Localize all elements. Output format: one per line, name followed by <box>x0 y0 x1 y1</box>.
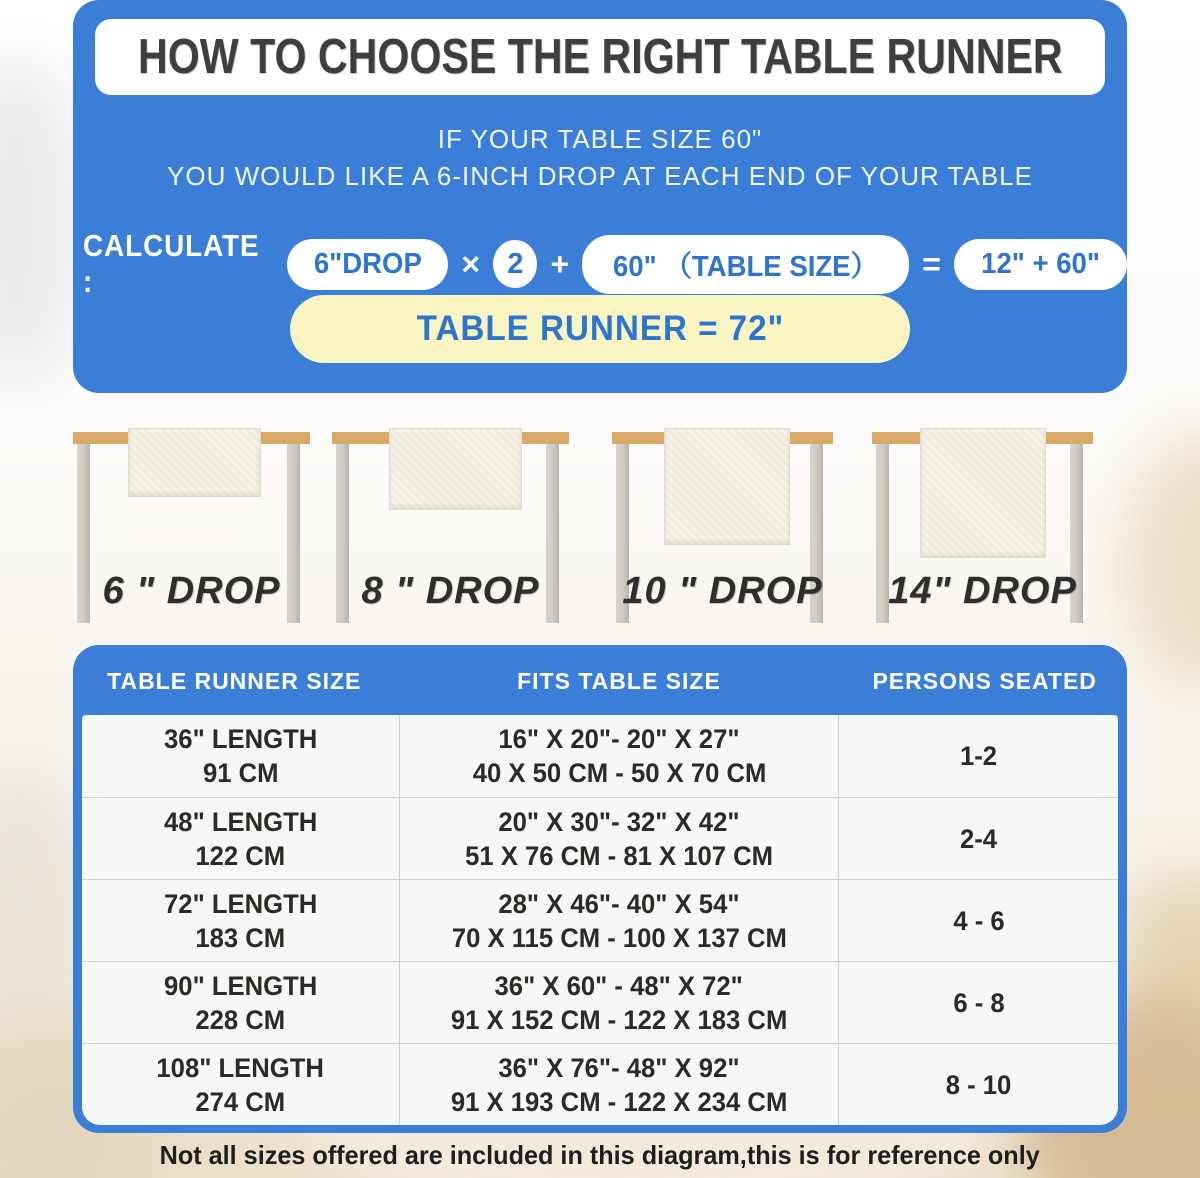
drop-label: 6 " DROP <box>102 570 281 612</box>
page-title: HOW TO CHOOSE THE RIGHT TABLE RUNNER <box>137 30 1063 84</box>
calculate-label: CALCULATE : <box>83 228 260 299</box>
plus-sign: + <box>550 245 570 282</box>
column-header-fits-table: FITS TABLE SIZE <box>517 667 721 694</box>
equals-sign: = <box>922 245 941 282</box>
runner-drape <box>664 428 790 545</box>
table-row: 108" LENGTH 274 CM <box>82 1043 399 1125</box>
table-figure-14-drop <box>872 420 1093 640</box>
drop-label: 10 " DROP <box>622 570 823 612</box>
column-header-runner-size: TABLE RUNNER SIZE <box>107 667 362 694</box>
drop-label: 14" DROP <box>888 570 1077 612</box>
table-row: 72" LENGTH 183 CM <box>82 879 399 961</box>
drop-label: 8 " DROP <box>361 570 540 612</box>
result-text: TABLE RUNNER = 72" <box>416 309 784 348</box>
table-figure-10-drop <box>612 420 833 640</box>
sum-pill: 12" + 60" <box>954 239 1127 290</box>
table-cell-fits: 20" X 30"- 32" X 42" 51 X 76 CM - 81 X 107 CM <box>399 797 838 879</box>
result-pill <box>290 295 910 363</box>
reference-footnote: Not all sizes offered are included in this diagram,this is for reference only <box>159 1140 1041 1170</box>
table-cell-persons: 4 - 6 <box>838 879 1118 961</box>
table-size-pill: 60" （TABLE SIZE） <box>582 235 909 294</box>
drop-value-pill: 6"DROP <box>287 239 449 290</box>
size-table-header <box>73 645 1127 717</box>
subtitle-line-1: IF YOUR TABLE SIZE 60" <box>437 124 763 154</box>
multiply-sign: × <box>461 245 481 282</box>
table-cell-persons: 6 - 8 <box>838 961 1118 1043</box>
runner-drape <box>128 428 261 497</box>
size-table-body <box>82 715 1118 1125</box>
multiplier-circle: 2 <box>493 240 537 288</box>
table-cell-fits: 16" X 20"- 20" X 27" 40 X 50 CM - 50 X 70 CM <box>399 715 838 797</box>
table-cell-fits: 28" X 46"- 40" X 54" 70 X 115 CM - 100 X 137 CM <box>399 879 838 961</box>
table-row: 36" LENGTH 91 CM <box>163 724 318 788</box>
title-banner <box>95 19 1105 95</box>
table-row: 48" LENGTH 122 CM <box>82 797 399 879</box>
size-table-panel <box>73 645 1127 1133</box>
table-row: 90" LENGTH 228 CM <box>82 961 399 1043</box>
runner-drape <box>389 428 522 510</box>
header-panel <box>73 0 1127 393</box>
table-cell-fits: 36" X 60" - 48" X 72" 91 X 152 CM - 122 X 183 CM <box>399 961 838 1043</box>
table-cell-persons: 2-4 <box>838 797 1118 879</box>
column-header-persons: PERSONS SEATED <box>872 667 1097 694</box>
table-figure-6-drop <box>73 420 310 640</box>
subtitle-line-2: YOU WOULD LIKE A 6-INCH DROP AT EACH END OF YOUR TABLE <box>167 161 1033 191</box>
calculation-row <box>73 228 1127 300</box>
table-figure-8-drop <box>332 420 569 640</box>
table-cell-persons: 8 - 10 <box>838 1043 1118 1125</box>
table-cell-fits: 36" X 76"- 48" X 92" 91 X 193 CM - 122 X 234 CM <box>399 1043 838 1125</box>
table-cell-persons: 1-2 <box>838 715 1118 797</box>
runner-drape <box>920 428 1046 558</box>
